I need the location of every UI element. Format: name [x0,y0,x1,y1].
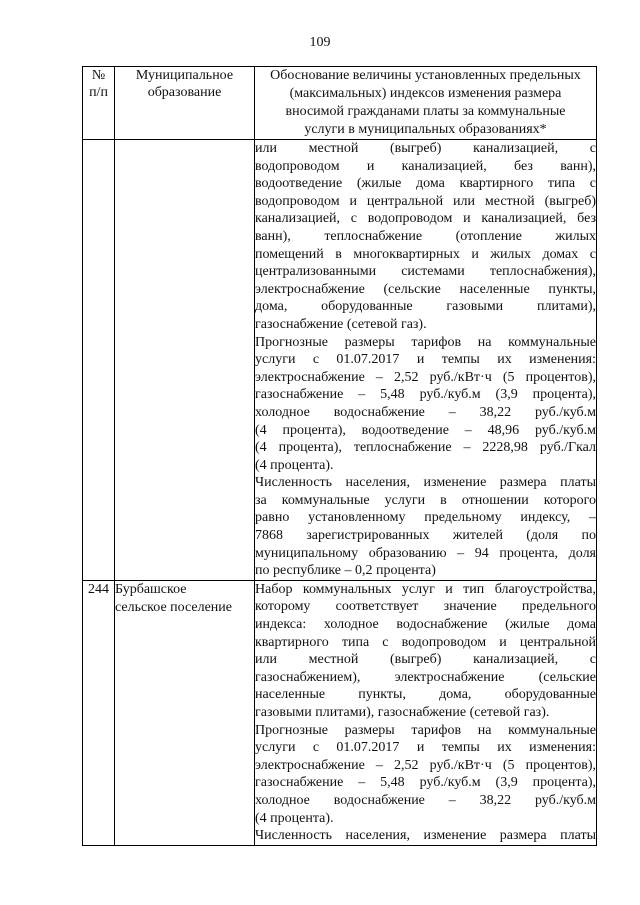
text-line: электроснабжение – 2,52 руб./кВт·ч (5 процентов), [255,369,596,385]
text-line: услуги с 01.07.2017 и темпы их изменения: [255,352,596,368]
text-line: которому соответствует значение предельного [255,599,596,615]
text-line: Численность населения, изменение размера платы [255,828,596,844]
text-line: (4 процента). [255,810,334,826]
text-line: или местной (выгреб) канализацией, с [255,141,596,156]
text-line: Прогнозные размеры тарифов на коммунальные [255,334,596,350]
text-line: муниципальному образованию – 94 процента, доля [255,545,596,561]
text-line: Набор коммунальных услуг и тип благоустройства, [255,581,596,597]
row-number: 244 [83,580,115,845]
table-header-row [83,67,597,140]
text-line: Прогнозные размеры тарифов на коммунальные [255,722,596,738]
row-justification [255,140,597,581]
page-number: 109 [309,35,331,50]
text-line: квартирного типа с водопроводом и центральной [255,634,596,650]
header-municipality [115,67,255,140]
table-row [83,580,597,845]
text-line: канализацией, с водопроводом и канализацией, без [255,211,596,227]
text-line: или местной (выгреб) канализацией, с [255,652,596,668]
header-justification-line: (максимальных) индексов изменения размера [289,86,562,101]
text-line: водопроводом и канализацией, без ванн), [255,158,596,174]
text-line: равно установленному предельному индексу, – [255,510,596,526]
text-line: газовыми плитами), газоснабжение (сетевой газ). [255,705,550,720]
text-line: централизованными системами теплоснабжения), [255,264,596,280]
municipality-line: Бурбашское [115,581,187,597]
header-municipality-line: Муниципальное [135,68,234,83]
text-line: по республике – 0,2 процента) [255,563,436,579]
text-line: водоотведение (жилые дома квартирного типа с [255,176,596,192]
text-line: ванн), теплоснабжение (отопление жилых [255,228,596,244]
row-justification [255,580,597,845]
text-line: (4 процента). [255,457,334,473]
text-line: индекса: холодное водоснабжение (жилые дома [255,617,596,633]
text-line: дома, оборудованные газовыми плитами), [255,299,596,315]
text-line: водопроводом и центральной или местной (выгреб) [255,193,596,209]
text-line: электроснабжение – 2,52 руб./кВт·ч (5 процентов), [255,757,596,773]
row-municipality [115,140,255,581]
row-number [83,140,115,581]
text-line: газоснабжение – 5,48 руб./куб.м (3,9 процента), [255,387,596,403]
justification-paragraph [255,581,596,722]
municipality-line: сельское поселение [115,599,232,615]
justification-paragraph [255,334,596,475]
text-line: за коммунальные услуги в отношении которого [255,492,596,508]
justification-paragraph [255,140,596,334]
text-line: услуги с 01.07.2017 и темпы их изменения: [255,740,596,756]
header-justification-line: вносимой гражданами платы за коммунальные [285,104,566,119]
header-number-line: № [91,68,106,83]
justification-paragraph [255,827,596,845]
row-municipality [115,580,255,845]
text-line: газоснабжение (сетевой газ). [255,316,427,332]
text-line: Численность населения, изменение размера платы [255,475,596,491]
text-line: (4 процента), теплоснабжение – 2228,98 руб./Гкал [255,440,596,456]
text-line: помещений в многоквартирных и жилых домах с [255,246,596,262]
text-line: холодное водоснабжение – 38,22 руб./куб.м [255,404,596,420]
header-justification [255,67,597,140]
header-number-line: п/п [89,85,108,100]
table-row [83,140,597,581]
justification-paragraph [255,474,596,580]
text-line: (4 процента), водоотведение – 48,96 руб./куб.м [255,422,596,438]
text-line: 7868 зарегистрированных жителей (доля по [255,528,596,544]
justification-paragraph [255,722,596,828]
tariff-index-table [82,66,597,846]
text-line: электроснабжение (сельские населенные пункты, [255,281,596,297]
text-line: газоснабжение – 5,48 руб./куб.м (3,9 процента), [255,775,596,791]
header-justification-line: услуги в муниципальных образованиях* [304,122,547,137]
text-line: газоснабжением), электроснабжение (сельские [255,669,596,685]
text-line: населенные пункты, дома, оборудованные [255,687,596,703]
header-municipality-line: образование [147,85,222,100]
header-justification-line: Обоснование величины установленных предельных [270,68,581,83]
header-number [83,67,115,140]
text-line: холодное водоснабжение – 38,22 руб./куб.м [255,792,596,808]
